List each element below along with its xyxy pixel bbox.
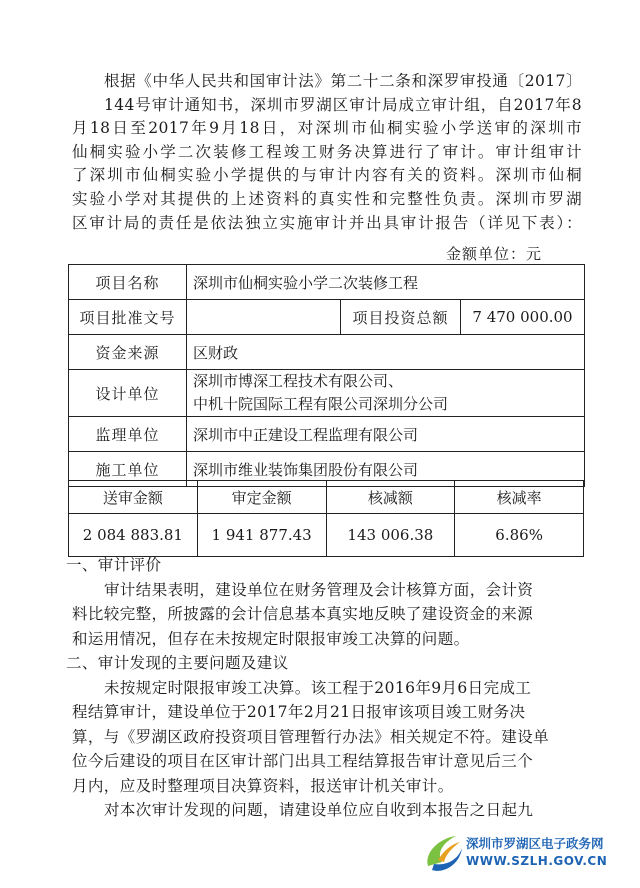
approval-number-label: 项目批准文号 bbox=[69, 300, 187, 335]
intro-line: 了深圳市仙桐实验小学提供的与审计内容有关的资料。深圳市仙桐 bbox=[72, 166, 582, 185]
section-line: 程结算审计，建设单位于2017年2月21日报审该项目竣工财务决 bbox=[72, 703, 526, 721]
table-row bbox=[69, 417, 585, 452]
swoosh-logo-icon bbox=[422, 830, 466, 876]
intro-line: 实验小学对其提供的上述资料的真实性和完整性负责。深圳市罗湖 bbox=[72, 189, 582, 208]
section-line: 月内，应及时整理项目决算资料，报送审计机关审计。 bbox=[72, 776, 454, 795]
intro-line: 根据《中华人民共和国审计法》第二十二条和深罗审投通〔2017〕 bbox=[104, 72, 582, 90]
design-unit-line: 中机十院国际工程有限公司深圳分公司 bbox=[193, 395, 449, 413]
approved-amount-value: 1 941 877.43 bbox=[197, 514, 326, 557]
supervision-unit-label: 监理单位 bbox=[69, 417, 187, 452]
table-row bbox=[69, 300, 585, 335]
design-unit-line: 深圳市博深工程技术有限公司、 bbox=[193, 372, 404, 390]
section-line: 未按规定时限报审竣工决算。该工程于2016年9月6日完成工 bbox=[104, 678, 532, 697]
intro-line: 月18日至2017年9月18日，对深圳市仙桐实验小学送审的深圳市 bbox=[72, 119, 582, 138]
table-header-row bbox=[69, 481, 584, 514]
submitted-amount-value: 2 084 883.81 bbox=[69, 514, 198, 557]
investment-total-value: 7 470 000.00 bbox=[461, 300, 585, 335]
table-row bbox=[69, 514, 584, 557]
audit-amount-table bbox=[68, 480, 584, 557]
intro-line: 区审计局的责任是依法独立实施审计并出具审计报告（详见下表）： bbox=[72, 213, 582, 232]
section-title: 一、审计评价 bbox=[66, 556, 162, 574]
section-line: 料比较完整，所披露的会计信息基本真实地反映了建设资金的来源 bbox=[72, 605, 534, 623]
intro-paragraph bbox=[72, 70, 582, 235]
project-info-table bbox=[68, 264, 585, 487]
reduction-amount-header: 核减额 bbox=[326, 481, 455, 514]
watermark-site-name: 深圳市罗湖区电子政务网 bbox=[466, 836, 604, 851]
design-unit-value bbox=[187, 370, 585, 417]
table-row bbox=[69, 265, 585, 300]
section-line: 对本次审计发现的问题，请建设单位应自收到本报告之日起九 bbox=[104, 801, 534, 819]
section-audit-evaluation bbox=[66, 553, 582, 823]
table-row bbox=[69, 370, 585, 417]
design-unit-label: 设计单位 bbox=[69, 370, 187, 417]
table-row bbox=[69, 335, 585, 370]
watermark-site-url: WWW.SZLH.GOV.CN bbox=[466, 854, 608, 868]
approval-number-value bbox=[187, 300, 341, 335]
reduction-rate-header: 核减率 bbox=[455, 481, 584, 514]
fund-source-value: 区财政 bbox=[187, 335, 585, 370]
section-line: 算，与《罗湖区政府投资项目管理暂行办法》相关规定不符。建设单 bbox=[72, 727, 550, 746]
reduction-rate-value: 6.86% bbox=[455, 514, 584, 557]
fund-source-label: 资金来源 bbox=[69, 335, 187, 370]
section-line: 和运用情况，但存在未按规定时限报审竣工决算的问题。 bbox=[72, 629, 470, 648]
intro-line: 144号审计通知书，深圳市罗湖区审计局成立审计组，自2017年8 bbox=[104, 95, 582, 114]
construction-unit-value: 深圳市维业装饰集团股份有限公司 bbox=[187, 452, 585, 487]
project-name-label: 项目名称 bbox=[69, 265, 187, 300]
section-title: 二、审计发现的主要问题及建议 bbox=[66, 654, 289, 672]
project-name-value: 深圳市仙桐实验小学二次装修工程 bbox=[187, 265, 585, 300]
section-line: 审计结果表明，建设单位在财务管理及会计核算方面，会计资 bbox=[104, 580, 534, 599]
amount-unit-label: 金额单位：元 bbox=[445, 245, 542, 263]
approved-amount-header: 审定金额 bbox=[197, 481, 326, 514]
site-watermark-logo bbox=[422, 828, 622, 878]
section-line: 位今后建设的项目在区审计部门出具工程结算报告审计意见后三个 bbox=[72, 752, 534, 770]
investment-total-label: 项目投资总额 bbox=[341, 300, 461, 335]
intro-line: 仙桐实验小学二次装修工程竣工财务决算进行了审计。审计组审计 bbox=[72, 142, 582, 161]
reduction-amount-value: 143 006.38 bbox=[326, 514, 455, 557]
submitted-amount-header: 送审金额 bbox=[69, 481, 198, 514]
supervision-unit-value: 深圳市中正建设工程监理有限公司 bbox=[187, 417, 585, 452]
construction-unit-label: 施工单位 bbox=[69, 452, 187, 487]
